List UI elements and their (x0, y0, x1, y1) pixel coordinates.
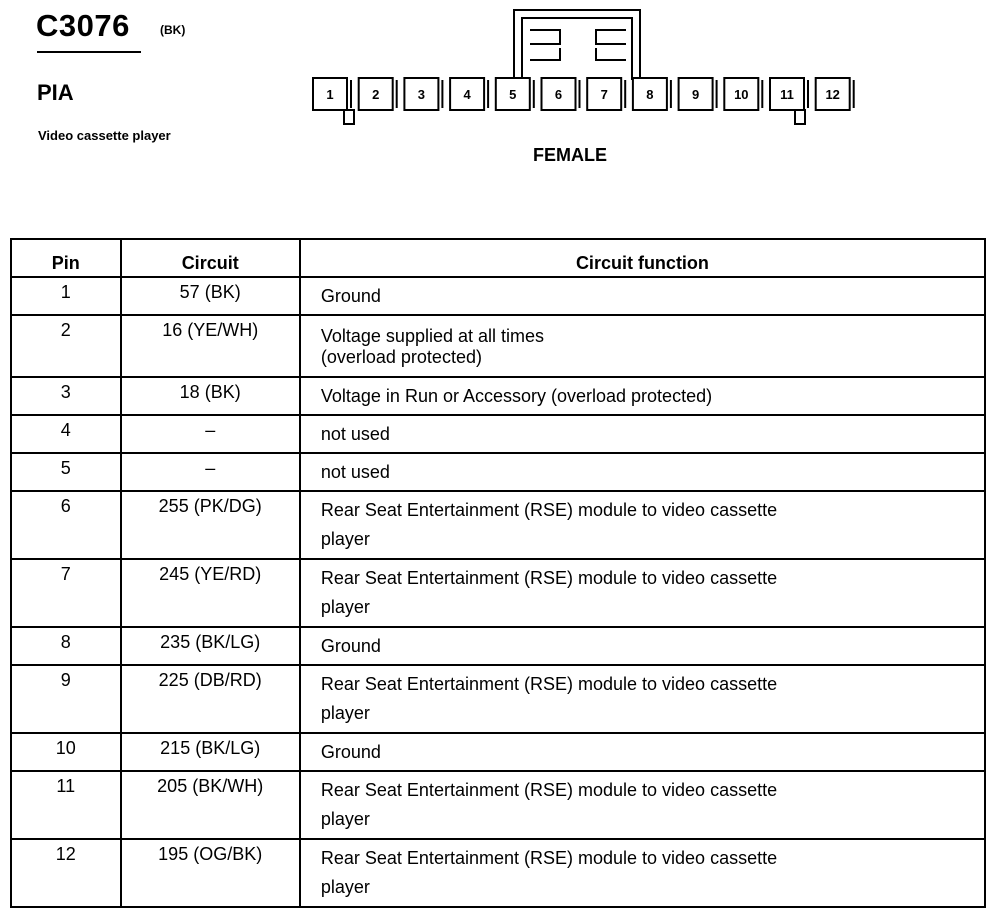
header-pin: Pin (11, 239, 121, 277)
connector-pin-row (313, 78, 854, 110)
pin-label: 7 (600, 87, 608, 102)
function-text: Rear Seat Entertainment (RSE) module to video cassette player (320, 500, 778, 549)
connector-lock-shroud (514, 10, 640, 80)
circuit-cell: 215 (BK/LG) (121, 733, 300, 771)
circuit-cell: 205 (BK/WH) (121, 771, 300, 839)
function-cell: Ground (300, 627, 985, 665)
connector-pin-10 (724, 78, 762, 110)
pin-number: 3 (11, 377, 121, 415)
connector-pin-1 (313, 78, 351, 110)
circuit-cell: 245 (YE/RD) (121, 559, 300, 627)
function-cell (300, 771, 985, 839)
connector-key-left (344, 110, 354, 124)
connector-gender: FEMALE (533, 145, 607, 165)
function-cell: not used (300, 415, 985, 453)
circuit-cell: – (121, 453, 300, 491)
connector-pin-5 (496, 78, 534, 110)
pin-label: 2 (372, 87, 380, 102)
circuit-cell: 225 (DB/RD) (121, 665, 300, 733)
pin-number: 7 (11, 559, 121, 627)
table-row (11, 277, 985, 315)
function-cell (300, 559, 985, 627)
function-cell: Voltage in Run or Accessory (overload protected) (300, 377, 985, 415)
circuit-cell: 235 (BK/LG) (121, 627, 300, 665)
pin-label: 10 (734, 87, 749, 102)
table-row (11, 491, 985, 559)
connector-color: (BK) (160, 23, 186, 37)
pin-number: 1 (11, 277, 121, 315)
table-row (11, 559, 985, 627)
pin-number: 12 (11, 839, 121, 907)
function-cell (300, 839, 985, 907)
table-row (11, 771, 985, 839)
function-text: Rear Seat Entertainment (RSE) module to video cassette player (320, 780, 778, 829)
pinout-table (10, 238, 986, 908)
connector-face-diagram (0, 0, 997, 200)
connector-pin-2 (359, 78, 397, 110)
function-text: Rear Seat Entertainment (RSE) module to video cassette player (320, 848, 778, 897)
function-cell (300, 315, 985, 377)
pin-number: 10 (11, 733, 121, 771)
table-header-row (11, 239, 985, 277)
function-cell (300, 491, 985, 559)
circuit-cell: 18 (BK) (121, 377, 300, 415)
connector-key-right (795, 110, 805, 124)
table-row (11, 315, 985, 377)
pin-number: 6 (11, 491, 121, 559)
function-cell: Ground (300, 733, 985, 771)
circuit-cell: 255 (PK/DG) (121, 491, 300, 559)
pin-label: 9 (691, 87, 700, 102)
connector-pin-3 (404, 78, 442, 110)
table-row (11, 839, 985, 907)
header-circuit: Circuit (121, 239, 300, 277)
pin-label: 1 (326, 87, 334, 102)
circuit-cell: 16 (YE/WH) (121, 315, 300, 377)
pin-label: 3 (417, 87, 426, 102)
connector-pin-11 (770, 78, 808, 110)
function-cell (300, 665, 985, 733)
connector-pin-7 (587, 78, 625, 110)
connector-pin-12 (816, 78, 854, 110)
table-row (11, 665, 985, 733)
pin-label: 6 (554, 87, 563, 102)
connector-pin-4 (450, 78, 488, 110)
circuit-cell: 57 (BK) (121, 277, 300, 315)
pin-label: 12 (825, 87, 840, 102)
pin-number: 11 (11, 771, 121, 839)
pin-number: 8 (11, 627, 121, 665)
connector-code: C3076 (36, 8, 130, 43)
function-text: Rear Seat Entertainment (RSE) module to video cassette player (320, 674, 778, 723)
pin-number: 2 (11, 315, 121, 377)
pin-number: 4 (11, 415, 121, 453)
pin-label: 8 (646, 87, 654, 102)
pin-label: 5 (509, 87, 517, 102)
pin-label: 4 (463, 87, 471, 102)
table-row (11, 627, 985, 665)
circuit-cell: 195 (OG/BK) (121, 839, 300, 907)
function-cell: Ground (300, 277, 985, 315)
connector-pin-6 (542, 78, 580, 110)
function-cell: not used (300, 453, 985, 491)
connector-pin-8 (633, 78, 671, 110)
table-row (11, 377, 985, 415)
connector-abbreviation: PIA (37, 80, 74, 105)
pin-number: 5 (11, 453, 121, 491)
connector-pin-9 (679, 78, 717, 110)
function-text: Rear Seat Entertainment (RSE) module to video cassette player (320, 568, 778, 617)
pin-label: 11 (780, 87, 794, 102)
pin-number: 9 (11, 665, 121, 733)
circuit-cell: – (121, 415, 300, 453)
table-row (11, 453, 985, 491)
connector-description: Video cassette player (38, 128, 171, 143)
header-function: Circuit function (300, 239, 985, 277)
table-row (11, 733, 985, 771)
function-text: Voltage supplied at all times (overload protected) (320, 326, 545, 367)
table-row (11, 415, 985, 453)
